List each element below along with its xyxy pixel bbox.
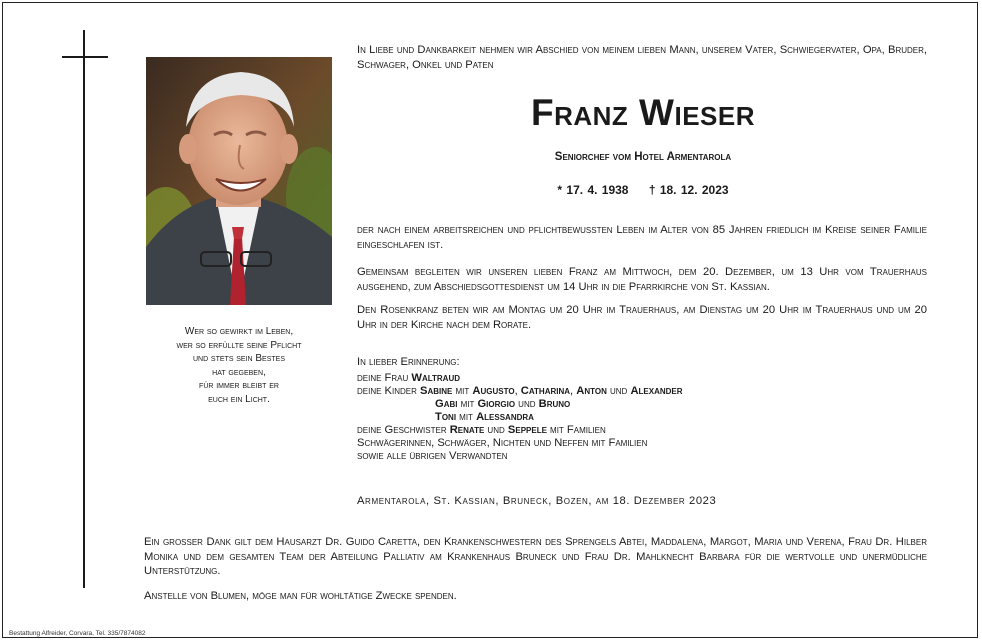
intro-text: In Liebe und Dankbarkeit nehmen wir Abschied von meinem lieben Mann, unserem Vater, Schwiegervater, Opa, Bruder, Schwager, Onkel und Paten: [357, 44, 927, 71]
deceased-name: Franz Wieser: [530, 92, 756, 133]
paragraph-passing: der nach einem arbeitsreichen und pflichtbewussten Leben im Alter von 85 Jahren friedlich im Kreise seiner Familie eingeschlafen ist.: [357, 224, 927, 251]
cross-icon: [83, 30, 85, 588]
mourner-line-relatives: sowie alle übrigen Verwandten: [357, 450, 508, 462]
poem-line: wer so erfüllte seine Pflicht: [176, 339, 302, 351]
memorial-poem: [146, 325, 332, 407]
poem-line: hat gegeben,: [212, 366, 266, 378]
poem-line: und stets sein Bestes: [192, 353, 286, 365]
poem-line: euch ein Licht.: [208, 393, 270, 405]
life-dates: [359, 183, 927, 197]
portrait-photo: [146, 57, 332, 305]
funeral-home-credit: Bestattung Alfreider, Corvara, Tel. 335/7874082: [9, 630, 146, 637]
cross-icon-bar: [62, 56, 108, 58]
mourner-line-children: deine Kinder Sabine mit Augusto, Catharina, Anton und Alexander: [357, 385, 683, 397]
flowers-note: Anstelle von Blumen, möge man für wohltätige Zwecke spenden.: [144, 590, 457, 602]
mourner-line-siblings: deine Geschwister Renate und Seppele mit Familien: [357, 424, 606, 436]
paragraph-funeral: Gemeinsam begleiten wir unseren lieben Franz am Mittwoch, dem 20. Dezember, um 13 Uhr vom Trauerhaus ausgehend, zum Abschiedsgottesdienst um 14 Uhr in die Pfarrkirche von St. Kassian.: [357, 266, 927, 293]
mourner-line-inlaws: Schwägerinnen, Schwäger, Nichten und Neffen mit Familien: [357, 437, 648, 449]
mourners-heading: In lieber Erinnerung:: [357, 356, 460, 368]
mourner-line-gabi: Gabi mit Giorgio und Bruno: [435, 398, 571, 410]
place-and-date: Armentarola, St. Kassian, Bruneck, Bozen, am 18. Dezember 2023: [357, 495, 717, 507]
death-date: † 18. 12. 2023: [648, 183, 729, 197]
obituary-card: [2, 2, 978, 638]
deceased-subtitle: Seniorchef vom Hotel Armentarola: [554, 151, 732, 163]
mourner-line-toni: Toni mit Alessandra: [435, 411, 534, 423]
poem-line: Wer so gewirkt im Leben,: [184, 326, 294, 337]
poem-line: für immer bleibt er: [199, 380, 279, 392]
birth-date: * 17. 4. 1938: [557, 183, 629, 197]
mourner-line-wife: deine Frau Waltraud: [357, 372, 461, 384]
paragraph-rosary: Den Rosenkranz beten wir am Montag um 20 Uhr im Trauerhaus, am Dienstag um 20 Uhr im Trauerhaus und um 20 Uhr in der Kirche nach dem Rorate.: [357, 304, 927, 331]
thanks-paragraph: Ein großer Dank gilt dem Hausarzt Dr. Guido Caretta, den Krankenschwestern des Sprengels Abtei, Maddalena, Margot, Maria und Verena, Frau Dr. Hilber Monika und dem gesamten Team der Abteilung Palliativ am Krankenhaus Bruneck und Frau Dr. Mahlknecht Barbara für die wertvolle und unermüdliche Unterstützung.: [144, 536, 927, 578]
